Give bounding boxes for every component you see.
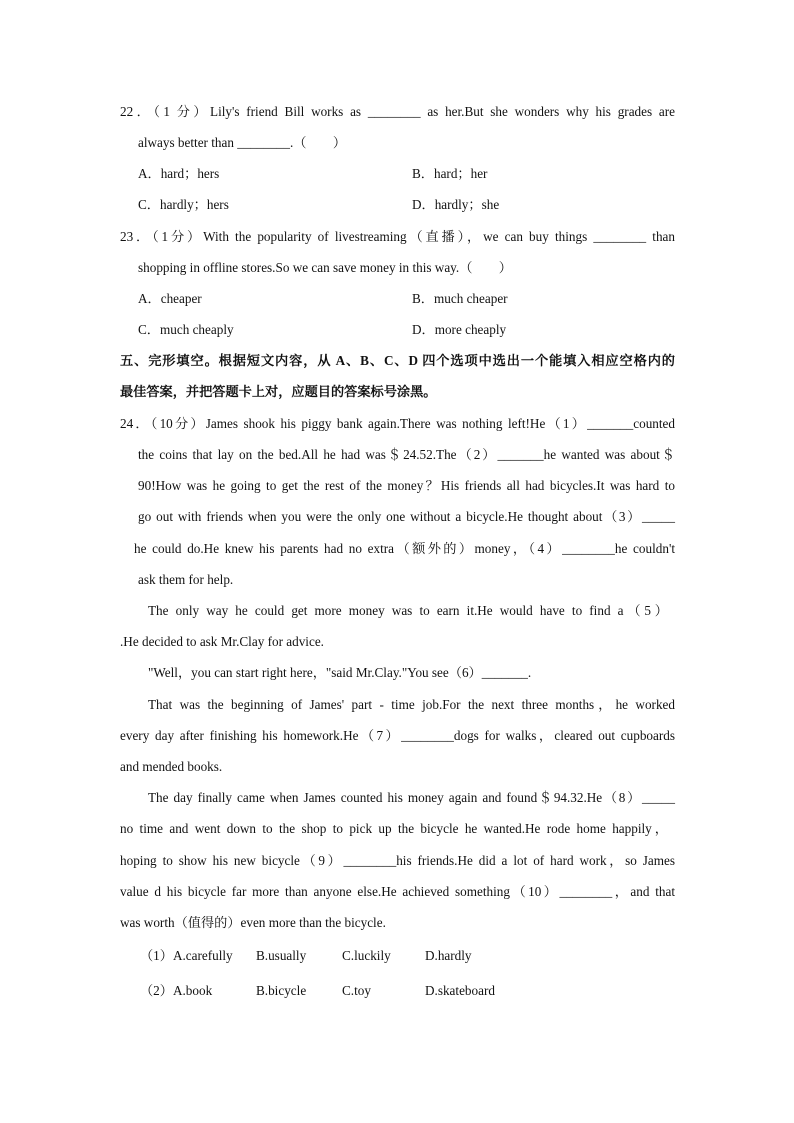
q24-answer-2-b: B.bicycle	[256, 983, 307, 998]
q23-stem-line-2: shopping in offline stores.So we can save money in this way.（ ）	[138, 260, 512, 275]
q24-answer-1-a: （1）A.carefully	[140, 948, 233, 963]
q24-line-17: was worth（值得的）even more than the bicycle.	[120, 915, 386, 930]
section-5-instructions-line-1: 五、完形填空。根据短文内容，从 A、B、C、D 四个选项中选出一个能填入相应空格内的	[120, 353, 675, 368]
q24-line-11: every day after finishing his homework.He（7）________dogs for walks，cleared out cupboards	[120, 728, 675, 743]
q24-line-12: and mended books.	[120, 759, 223, 774]
q24-line-2: the coins that lay on the bed.All he had was＄24.52.The（2）_______he wanted was about＄	[138, 447, 675, 462]
q24-line-15: hoping to show his new bicycle（9）________his friends.He did a lot of hard work，so James	[120, 853, 675, 868]
q23-stem-line-1: 23．（1分）With the popularity of livestreaming（直播），we can buy things ________ than	[120, 229, 675, 244]
q23-option-a: A．cheaper	[138, 291, 202, 306]
q24-answer-2-a: （2）A.book	[140, 983, 213, 998]
q24-answer-1-b: B.usually	[256, 948, 307, 963]
q24-line-13: The day finally came when James counted his money again and found＄94.32.He（8）_____	[148, 790, 675, 805]
q22-stem-line-2: always better than ________.（ ）	[138, 135, 347, 150]
section-5-instructions-line-2: 最佳答案，并把答题卡上对，应题目的答案标号涂黑。	[120, 384, 437, 399]
q23-option-b: B．much cheaper	[412, 291, 508, 306]
q22-stem-line-1: 22．（1 分）Lily's friend Bill works as ________ as her.But she wonders why his grades are	[120, 104, 675, 119]
q24-line-1: 24．（10分）James shook his piggy bank again.There was nothing left!He（1）_______counted	[120, 416, 675, 431]
q24-line-6: ask them for help.	[138, 572, 234, 587]
q24-answer-1-d: D.hardly	[425, 948, 472, 963]
q24-line-10: That was the beginning of James' part - time job.For the next three months，he worked	[148, 697, 675, 712]
q22-option-c: C．hardly；hers	[138, 197, 229, 212]
q24-line-14: no time and went down to the shop to pick up the bicycle he wanted.He rode home happily，	[120, 821, 668, 836]
q24-line-16: value d his bicycle far more than anyone else.He achieved something（10）________，and that	[120, 884, 675, 899]
q24-line-9: "Well，you can start right here，"said Mr.Clay."You see（6）_______.	[148, 665, 532, 680]
q24-answer-2-c: C.toy	[342, 983, 371, 998]
q24-answer-1-c: C.luckily	[342, 948, 391, 963]
q24-line-5: he could do.He knew his parents had no extra（额外的）money，（4）________he couldn't	[134, 541, 675, 556]
q23-option-d: D．more cheaply	[412, 322, 507, 337]
q22-option-a: A．hard；hers	[138, 166, 220, 181]
q24-line-4: go out with friends when you were the only one without a bicycle.He thought about（3）_____	[138, 509, 675, 524]
q22-option-b: B．hard；her	[412, 166, 488, 181]
q24-line-7: The only way he could get more money was to earn it.He would have to find a（5）	[148, 603, 668, 618]
q24-answer-2-d: D.skateboard	[425, 983, 495, 998]
q23-option-c: C．much cheaply	[138, 322, 234, 337]
q24-line-8: .He decided to ask Mr.Clay for advice.	[120, 634, 324, 649]
q22-option-d: D．hardly；she	[412, 197, 500, 212]
q24-line-3: 90!How was he going to get the rest of the money？His friends all had bicycles.It was hard to	[138, 478, 675, 493]
